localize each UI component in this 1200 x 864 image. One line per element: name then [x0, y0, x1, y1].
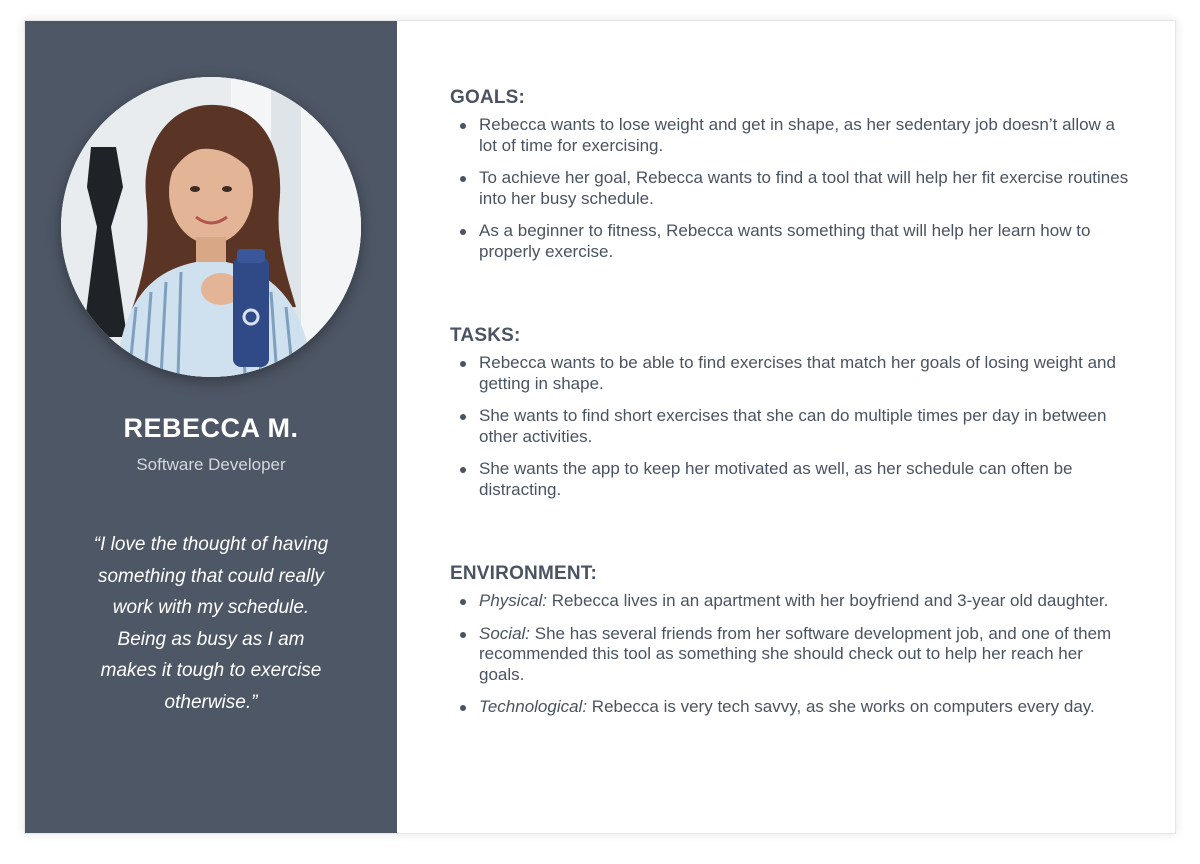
- tasks-section: [450, 325, 1130, 512]
- environment-label: Social:: [479, 623, 531, 643]
- list-item: [450, 221, 1130, 262]
- environment-text: Rebecca is very tech savvy, as she works on computers every day.: [587, 697, 1095, 716]
- task-text: Rebecca wants to be able to find exercises that match her goals of losing weight and getting in shape.: [479, 353, 1116, 393]
- goal-text: To achieve her goal, Rebecca wants to find a tool that will help her fit exercise routines into her busy schedule.: [479, 168, 1129, 208]
- persona-quote: “I love the thought of having something that could really work with my schedule. Being as busy as I am makes it tough to exercise otherwise.”: [93, 534, 329, 713]
- bullet-icon: [460, 123, 466, 129]
- environment-text: Rebecca lives in an apartment with her boyfriend and 3-year old daughter.: [547, 591, 1109, 610]
- list-item: [450, 459, 1130, 500]
- persona-photo-illustration: [61, 77, 361, 377]
- persona-role: Software Developer: [136, 455, 286, 474]
- bullet-icon: [460, 705, 466, 711]
- task-text: She wants the app to keep her motivated as well, as her schedule can often be distracting.: [479, 459, 1073, 499]
- goal-text: Rebecca wants to lose weight and get in shape, as her sedentary job doesn’t allow a lot of time for exercising.: [479, 115, 1116, 155]
- environment-section: [450, 563, 1130, 730]
- environment-label: Technological:: [479, 697, 588, 716]
- bullet-icon: [460, 467, 466, 473]
- tasks-heading: TASKS:: [450, 325, 521, 346]
- goals-section: [450, 87, 1130, 274]
- task-text: She wants to find short exercises that she can do multiple times per day in between other activities.: [479, 406, 1107, 446]
- bullet-icon: [460, 599, 466, 605]
- environment-list: [450, 591, 1130, 718]
- bullet-icon: [460, 361, 466, 367]
- persona-photo: [61, 77, 361, 377]
- goals-list: [450, 115, 1130, 262]
- environment-label: Physical:: [479, 591, 548, 610]
- persona-card: [24, 20, 1176, 834]
- bullet-icon: [460, 632, 466, 638]
- persona-name: REBECCA M.: [123, 413, 299, 443]
- list-item: [450, 697, 1130, 718]
- goal-text: As a beginner to fitness, Rebecca wants something that will help her learn how to properly exercise.: [479, 221, 1091, 261]
- bullet-icon: [460, 176, 466, 182]
- list-item: [450, 591, 1130, 612]
- bullet-icon: [460, 229, 466, 235]
- environment-heading: ENVIRONMENT:: [450, 563, 598, 584]
- goals-heading: GOALS:: [450, 87, 526, 108]
- persona-sidebar: [25, 21, 397, 833]
- list-item: [450, 115, 1130, 156]
- bullet-icon: [460, 414, 466, 420]
- list-item: [450, 168, 1130, 209]
- environment-text: She has several friends from her software development job, and one of them recommended this tool as something she should check out to help her reach her goals.: [479, 623, 1112, 684]
- list-item: [450, 353, 1130, 394]
- tasks-list: [450, 353, 1130, 500]
- list-item: [450, 406, 1130, 447]
- list-item: [450, 624, 1130, 686]
